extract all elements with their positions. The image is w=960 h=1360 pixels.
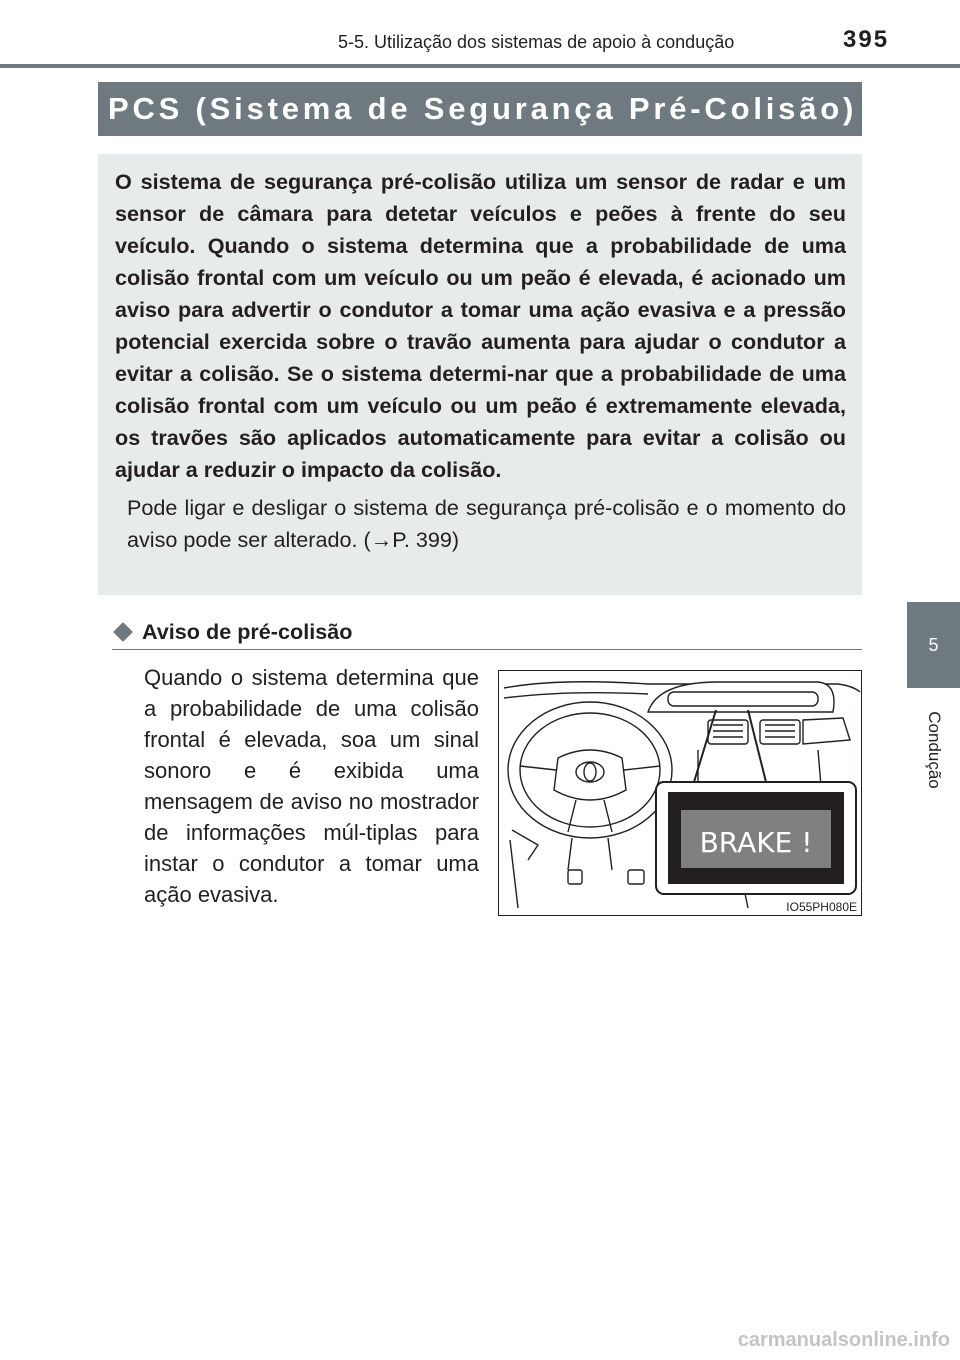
summary-bold-paragraph: O sistema de segurança pré-colisão utiliza um sensor de radar e um sensor de câmara para detetar veículos e peões à frente do seu veículo. Quando o sistema determina que a probabilidade de uma colisão frontal com um veículo ou um peão é elevada, é acionado um aviso para advertir o condutor a tomar uma ação evasiva e a pressão potencial exercida sobre o travão aumenta para ajudar o condutor a evitar a colisão. Se o sistema determi-nar que a probabilidade de uma colisão frontal com um veículo ou um peão é extremamente elevada, os travões são aplicados automaticamente para evitar a colisão ou ajudar a reduzir o impacto da colisão.: [115, 169, 846, 482]
dashboard-illustration: [498, 670, 862, 916]
summary-note-paragraph: Pode ligar e desligar o sistema de segurança pré-colisão e o momento do aviso pode ser alterado. (→P. 399): [127, 495, 846, 552]
figure-code-label: IO55PH080E: [786, 900, 857, 914]
section-heading: [112, 615, 862, 650]
dashboard-illustration-svg: [498, 670, 862, 916]
section-body-text: Quando o sistema determina que a probabilidade de uma colisão frontal é elevada, soa um sinal sonoro e é exibida uma mensagem de aviso no mostrador de informações múl-tiplas para instar o condutor a tomar uma ação evasiva.: [144, 665, 479, 907]
header-rule: [0, 64, 960, 68]
brake-warning-message: BRAKE !: [699, 826, 813, 859]
header-section-title: 5-5. Utilização dos sistemas de apoio à condução: [338, 32, 735, 52]
chapter-label: Condução: [925, 711, 944, 789]
page-number: 395: [843, 26, 890, 53]
page-title: PCS (Sistema de Segurança Pré-Colisão): [98, 82, 862, 136]
chapter-tab: 5: [907, 602, 960, 688]
section-heading-text: Aviso de pré-colisão: [142, 619, 353, 644]
watermark: carmanualsonline.info: [737, 1329, 950, 1351]
diamond-bullet-icon: [113, 622, 133, 642]
summary-box: [98, 154, 862, 595]
